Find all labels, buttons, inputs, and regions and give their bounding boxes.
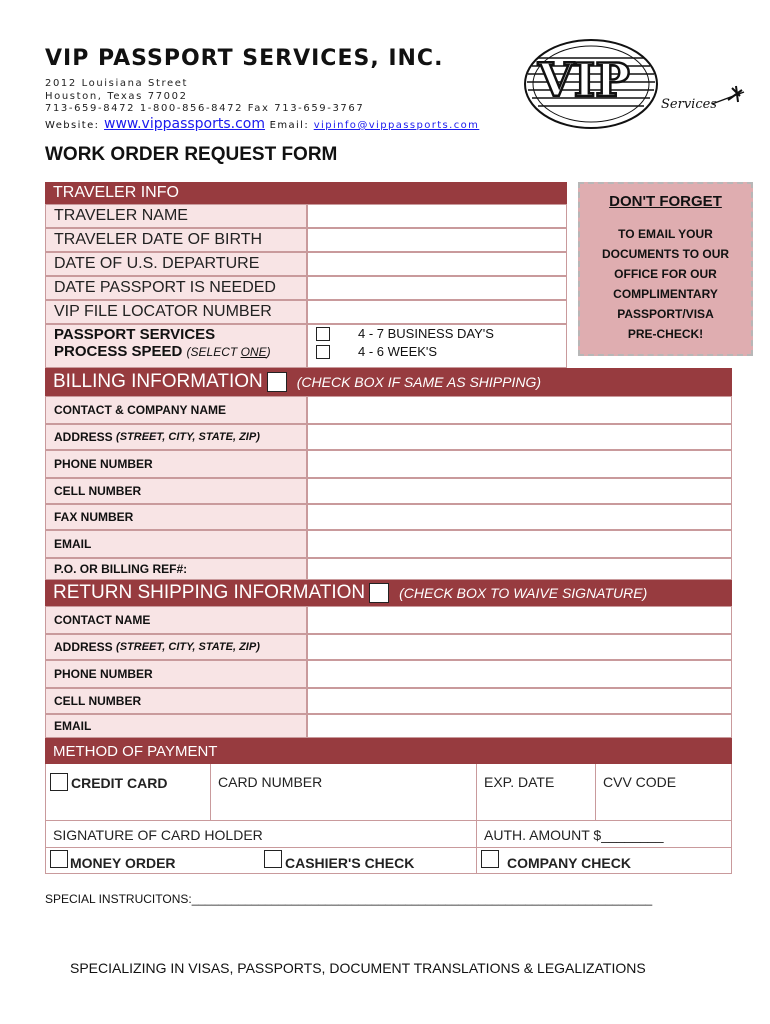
payment-divider-1 <box>210 764 211 820</box>
file-locator-label: VIP FILE LOCATOR NUMBER <box>45 300 307 324</box>
billing-cell-field[interactable] <box>307 478 732 504</box>
billing-note: (CHECK BOX IF SAME AS SHIPPING) <box>296 374 542 390</box>
cvv-label: CVV CODE <box>603 774 677 790</box>
credit-card-label: CREDIT CARD <box>71 775 168 791</box>
speed-option-2-checkbox[interactable] <box>316 345 330 359</box>
phone-numbers: 713-659-8472 1-800-856-8472 Fax 713-659-3767 <box>45 103 365 114</box>
departure-date-label: DATE OF U.S. DEPARTURE <box>45 252 307 276</box>
logo-services: Services <box>661 97 717 112</box>
process-speed-options <box>307 324 567 368</box>
company-name: VIP PASSPORT SERVICES, INC. <box>45 46 444 71</box>
shipping-section-header <box>45 580 732 606</box>
city-address: Houston, Texas 77002 <box>45 91 188 102</box>
billing-ref-label: P.O. OR BILLING REF#: <box>45 558 307 580</box>
speed-option-1-label: 4 - 7 BUSINESS DAY'S <box>358 326 494 341</box>
billing-fax-field[interactable] <box>307 504 732 530</box>
company-check-checkbox[interactable] <box>481 850 499 868</box>
file-locator-field[interactable] <box>307 300 567 324</box>
billing-address-label: ADDRESS (STREET, CITY, STATE, ZIP) <box>45 424 307 450</box>
shipping-address-label: ADDRESS (STREET, CITY, STATE, ZIP) <box>45 634 307 660</box>
billing-email-field[interactable] <box>307 530 732 558</box>
billing-same-checkbox[interactable] <box>267 372 287 392</box>
payment-section-label: METHOD OF PAYMENT <box>53 742 218 760</box>
billing-email-label: EMAIL <box>45 530 307 558</box>
speed-option-2-label: 4 - 6 WEEK'S <box>358 344 438 359</box>
reminder-title: DON'T FORGET <box>609 193 722 210</box>
contact-line <box>45 116 479 132</box>
money-order-checkbox[interactable] <box>50 850 68 868</box>
billing-address-field[interactable] <box>307 424 732 450</box>
billing-contact-label: CONTACT & COMPANY NAME <box>45 396 307 424</box>
shipping-waive-checkbox[interactable] <box>369 583 389 603</box>
needed-date-label: DATE PASSPORT IS NEEDED <box>45 276 307 300</box>
shipping-note: (CHECK BOX TO WAIVE SIGNATURE) <box>399 585 648 601</box>
billing-section-label: BILLING INFORMATION <box>53 371 263 392</box>
website-label: Website: <box>45 120 100 131</box>
shipping-cell-field[interactable] <box>307 688 732 714</box>
payment-divider-h2 <box>45 847 732 848</box>
payment-section-header <box>45 738 732 764</box>
money-order-label: MONEY ORDER <box>70 855 176 871</box>
billing-section-header <box>45 368 732 396</box>
street-address: 2012 Louisiana Street <box>45 78 189 89</box>
billing-ref-field[interactable] <box>307 558 732 580</box>
shipping-phone-field[interactable] <box>307 660 732 688</box>
tagline: SPECIALIZING IN VISAS, PASSPORTS, DOCUMENT TRANSLATIONS & LEGALIZATIONS <box>70 960 646 976</box>
shipping-contact-field[interactable] <box>307 606 732 634</box>
traveler-section-header <box>45 182 567 204</box>
vip-logo <box>516 36 756 136</box>
exp-date-label: EXP. DATE <box>484 774 555 790</box>
signature-label: SIGNATURE OF CARD HOLDER <box>53 827 263 843</box>
card-number-label: CARD NUMBER <box>218 774 323 790</box>
company-check-label: COMPANY CHECK <box>507 855 631 871</box>
cashiers-check-label: CASHIER'S CHECK <box>285 855 415 871</box>
billing-contact-field[interactable] <box>307 396 732 424</box>
shipping-email-label: EMAIL <box>45 714 307 738</box>
email-link[interactable]: vipinfo@vippassports.com <box>313 120 480 131</box>
payment-divider-3 <box>595 764 596 820</box>
auth-amount-label: AUTH. AMOUNT $________ <box>484 827 664 843</box>
payment-divider-2 <box>476 764 477 874</box>
payment-divider-h1 <box>45 820 732 821</box>
cashiers-check-checkbox[interactable] <box>264 850 282 868</box>
speed-option-1-checkbox[interactable] <box>316 327 330 341</box>
traveler-name-label: TRAVELER NAME <box>45 204 307 228</box>
traveler-section-label: TRAVELER INFO <box>53 184 179 201</box>
traveler-name-field[interactable] <box>307 204 567 228</box>
billing-fax-label: FAX NUMBER <box>45 504 307 530</box>
reminder-body: TO EMAIL YOUR DOCUMENTS TO OUR OFFICE FOR OUR COMPLIMENTARY PASSPORT/VISA PRE-CHECK! <box>601 227 730 341</box>
website-link[interactable]: www.vippassports.com <box>104 116 266 132</box>
shipping-contact-label: CONTACT NAME <box>45 606 307 634</box>
shipping-phone-label: PHONE NUMBER <box>45 660 307 688</box>
process-speed-label: PASSPORT SERVICES PROCESS SPEED (SELECT ONE) <box>45 324 307 368</box>
needed-date-field[interactable] <box>307 276 567 300</box>
traveler-dob-field[interactable] <box>307 228 567 252</box>
shipping-cell-label: CELL NUMBER <box>45 688 307 714</box>
billing-cell-label: CELL NUMBER <box>45 478 307 504</box>
shipping-section-label: RETURN SHIPPING INFORMATION <box>53 582 366 603</box>
form-title: WORK ORDER REQUEST FORM <box>45 144 338 165</box>
email-label: Email: <box>269 120 310 131</box>
billing-phone-field[interactable] <box>307 450 732 478</box>
special-instructions[interactable]: SPECIAL INSTRUCITONS:_____________________________________________________________________ <box>45 892 653 906</box>
reminder-box <box>578 182 753 356</box>
shipping-email-field[interactable] <box>307 714 732 738</box>
traveler-dob-label: TRAVELER DATE OF BIRTH <box>45 228 307 252</box>
credit-card-checkbox[interactable] <box>50 773 68 791</box>
departure-date-field[interactable] <box>307 252 567 276</box>
shipping-address-field[interactable] <box>307 634 732 660</box>
logo-letters: VIP <box>538 53 630 107</box>
billing-phone-label: PHONE NUMBER <box>45 450 307 478</box>
